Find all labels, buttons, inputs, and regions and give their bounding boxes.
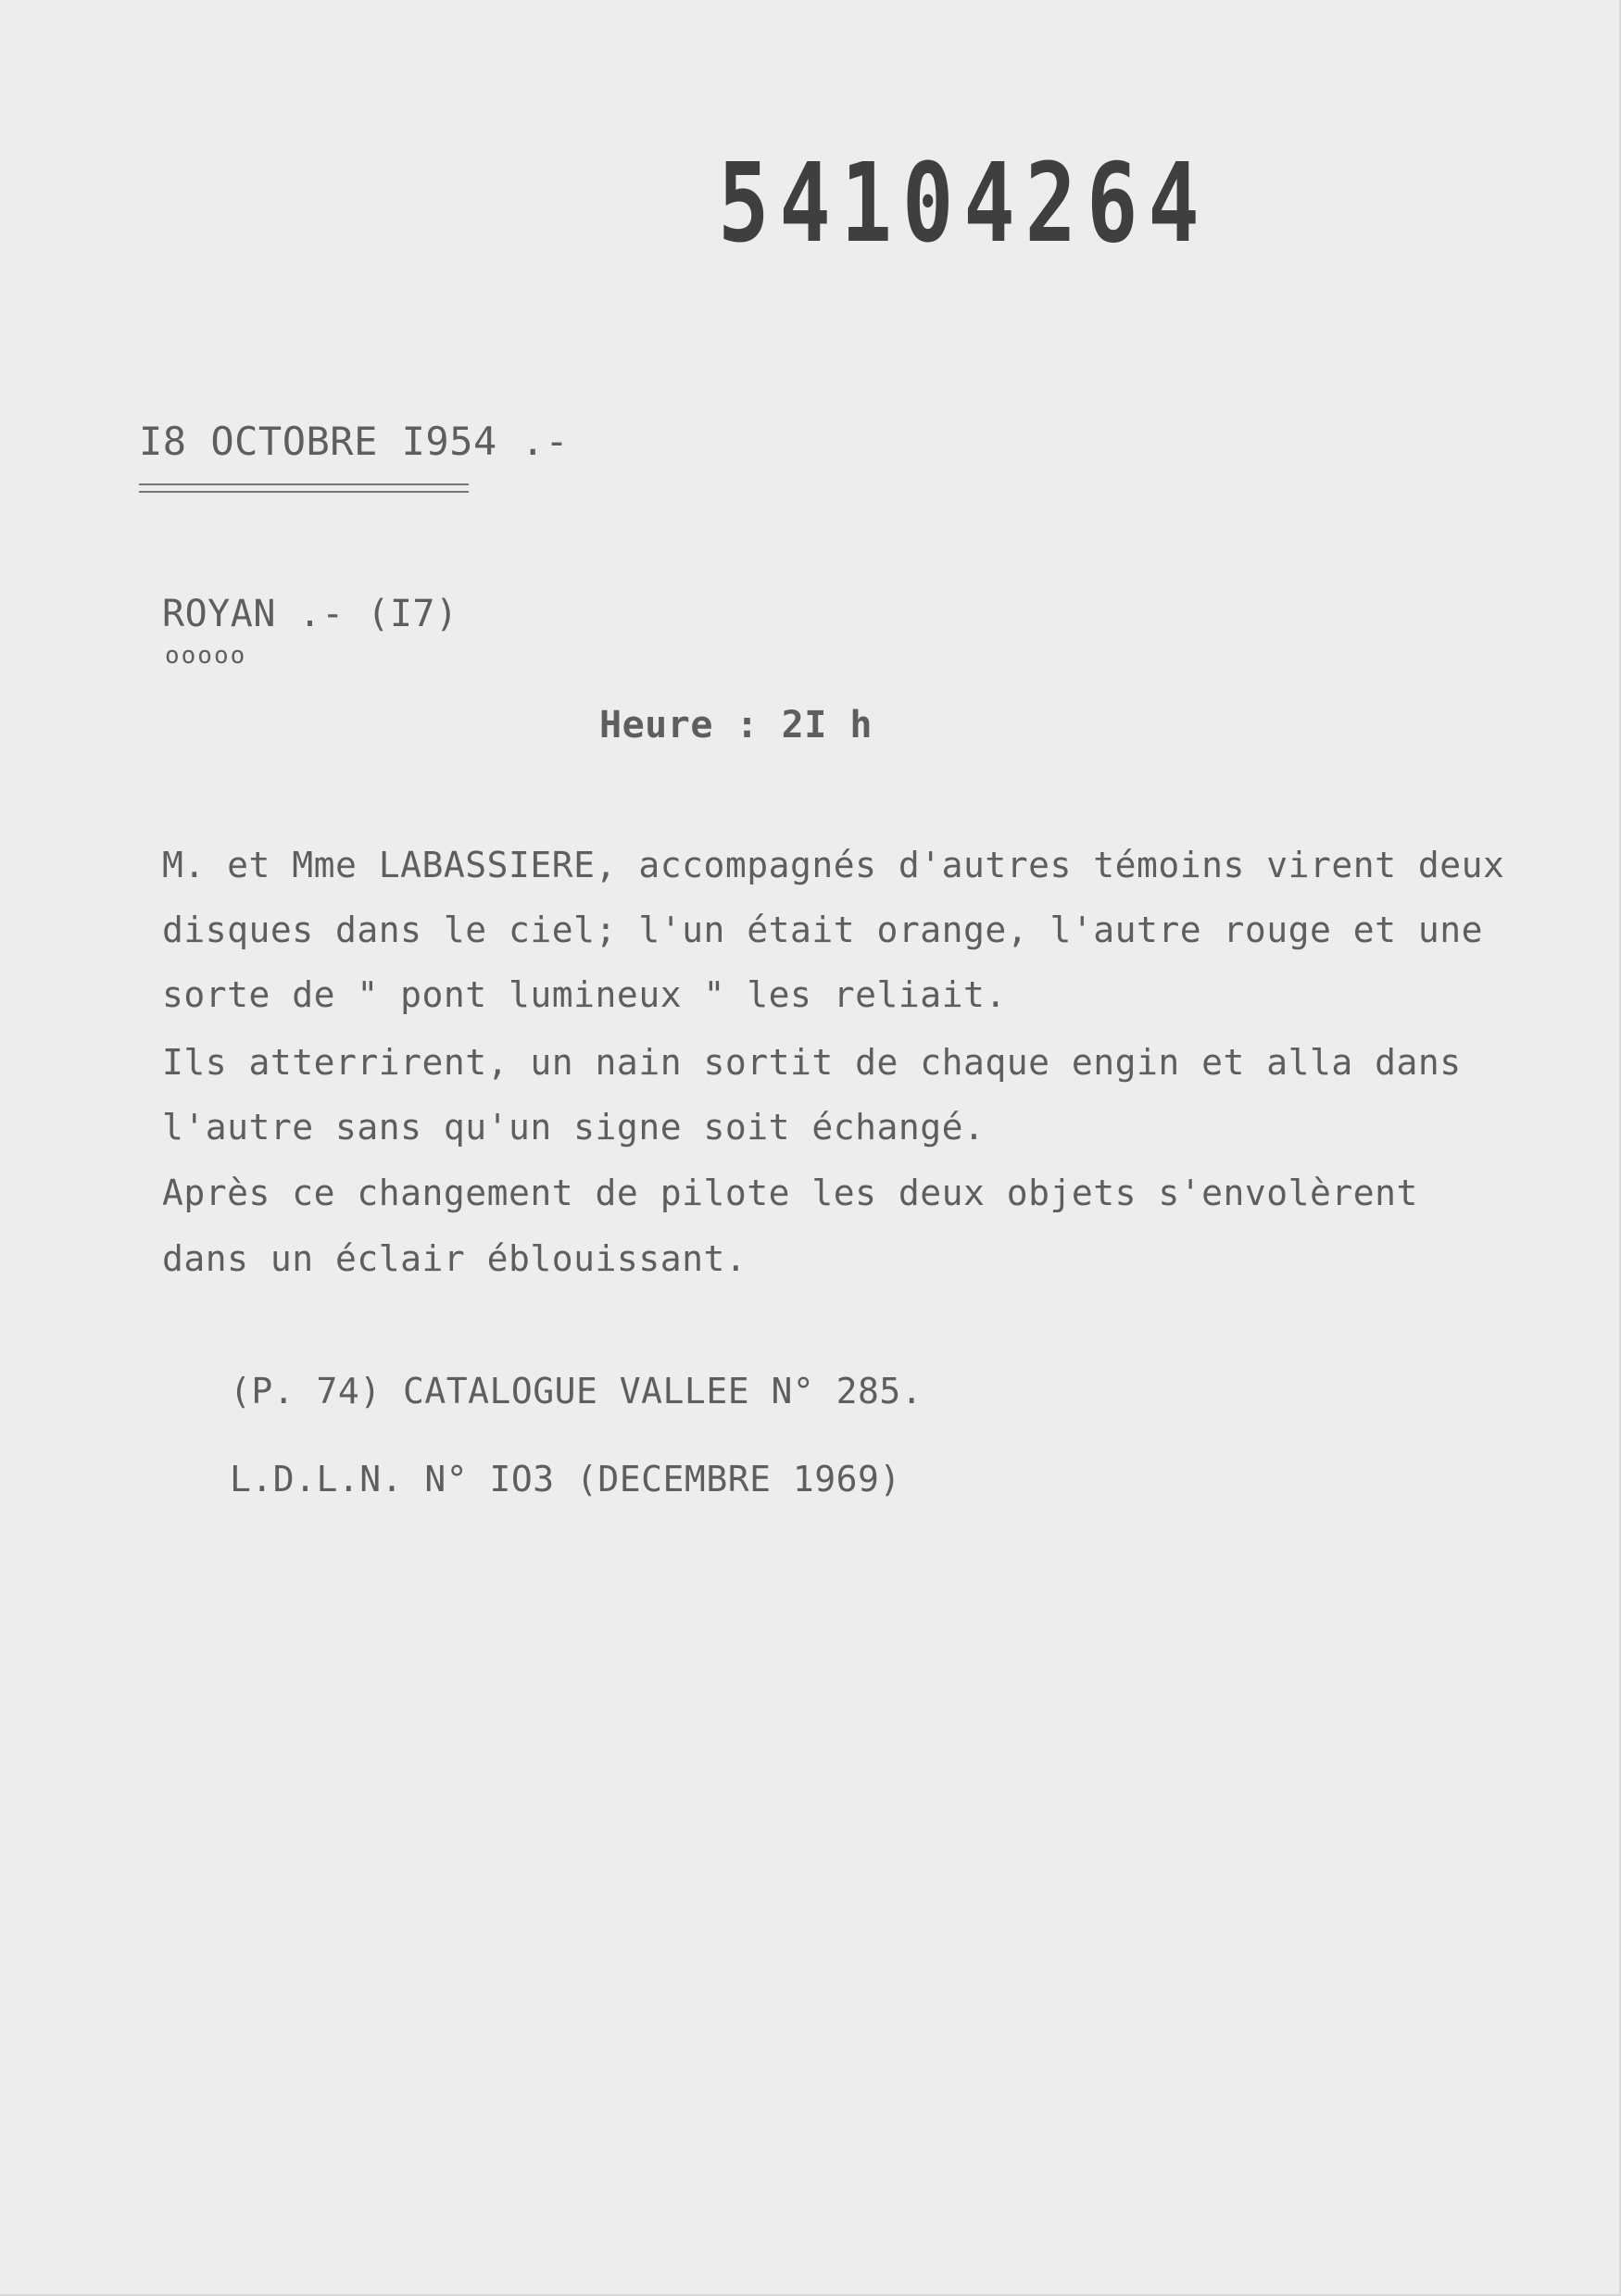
body-line: M. et Mme LABASSIERE, accompagnés d'autres témoins virent deux: [162, 845, 1505, 885]
body-line: l'autre sans qu'un signe soit échangé.: [162, 1107, 986, 1148]
body-line: sorte de " pont lumineux " les reliait.: [162, 974, 1007, 1015]
body-line: Après ce changement de pilote les deux objets s'envolèrent: [162, 1173, 1418, 1213]
place-underline-marks: ooooo: [165, 642, 247, 670]
stamp-number: 54104264: [718, 139, 1210, 267]
reference-ldln: L.D.L.N. N° IO3 (DECEMBRE 1969): [230, 1459, 901, 1499]
body-line: disques dans le ciel; l'un était orange, l'autre rouge et une: [162, 910, 1484, 950]
body-line: dans un éclair éblouissant.: [162, 1238, 748, 1279]
time-label: Heure : 2I h: [599, 704, 873, 747]
document-date: I8 OCTOBRE I954 .-: [139, 419, 570, 464]
place-heading: ROYAN .- (I7): [162, 593, 459, 635]
date-underline: [139, 483, 469, 493]
reference-catalogue: (P. 74) CATALOGUE VALLEE N° 285.: [230, 1371, 924, 1411]
body-line: Ils atterrirent, un nain sortit de chaque engin et alla dans: [162, 1042, 1462, 1083]
